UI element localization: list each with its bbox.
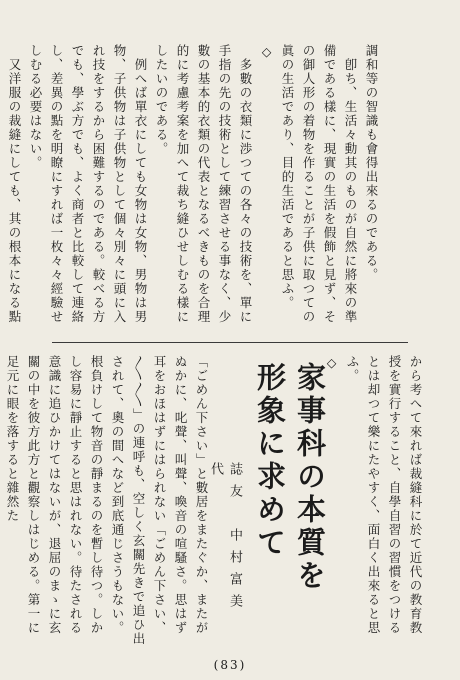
article-title: 家事科の本質を 形象に求めて — [253, 362, 327, 593]
article-author: 誌友 中村富美代 — [208, 462, 242, 616]
section-divider — [52, 342, 408, 343]
article-body-text: 「ごめん下さい」と數居をまたぐか、またがぬかに、叱聲、叫聲、喚音の喧騷さ。思はず耳をおほはずにはられない「ごめん下さい、〱〱」の連呼も、空しく玄關先きで追ひ出されて、奧の間へなど到底通じさうもない。根負けして物音の靜まるのを暫し待つ。しかし容易に靜止すると思はれない。待たされる意識に追ひかけてはないが、退屈のまゝに玄關の中を彼方此方と觀察しはじめる。第一に足元に眼を落すると雜然た — [5, 355, 209, 646]
page-number: (83) — [213, 658, 247, 672]
upper-text-block: 調和等の智識も會得出來るのである。 卽ち、生活々動其のものが自然に將來の準備である樣に、現實の生活を假飾と見ず、その御人形の着物を作ることが子供に取つての眞の生活であり、目的生活であると思ふ。 ◇ 多數の衣類に渉つての各々の技術を、單に手指の先の技術として練習させる事なく、少數の基本的衣類の代表となるべきものを合理的に考慮考案を加へて裁ち縫ひせしむる樣にしたいのである。 例へば單衣にしても女物は女物、男物は男物、子供物は子供物として個々別々に頭に入れ技をするから困難するのである。較べる方でも、學ぶ方でも、よく商者と比較して連絡し、差異の點を明瞭にすれば一枚々々經驗せしむる必要はない。 又洋服の裁縫にしても、其の根本になる點 — [7, 44, 379, 324]
right-text-block: から考へて來れば裁縫科に於て近代の教育教授を實行すること、自學自習の習慣をつけるとは却つて樂にたやすく、面白く出來ると思ふ。 ◇ — [324, 355, 423, 635]
